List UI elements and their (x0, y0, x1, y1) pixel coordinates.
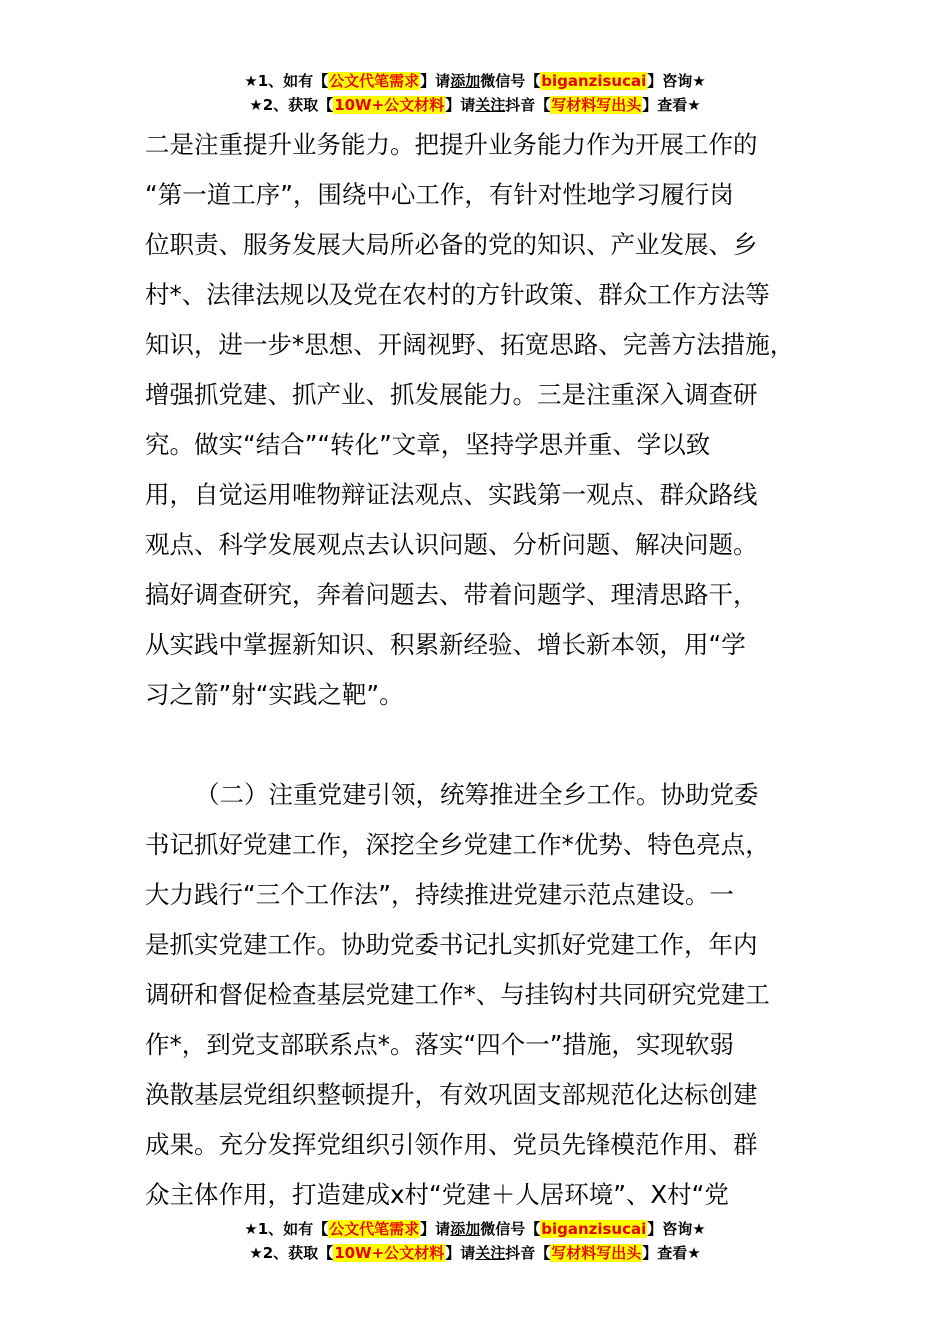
paragraph-line: 究。做实“结合”“转化”文章，坚持学思并重、学以致 (145, 430, 711, 459)
paragraph-line: 涣散基层党组织整顿提升，有效巩固支部规范化达标创建 (145, 1080, 758, 1109)
paragraph-line: 习之箭”射“实践之靶”。 (145, 680, 404, 709)
paragraph-1 (145, 120, 825, 720)
paragraph-2 (145, 770, 825, 1220)
banner-text: 】请 (420, 72, 451, 90)
paragraph-line: 用，自觉运用唯物辩证法观点、实践第一观点、群众路线 (145, 480, 758, 509)
footer-banner (0, 1217, 950, 1265)
paragraph-line: 成果。充分发挥党组织引领作用、党员先锋模范作用、群 (145, 1130, 758, 1159)
banner-text: 】请 (445, 96, 476, 114)
paragraph-gap (145, 720, 825, 770)
banner-text: 】请 (445, 1244, 476, 1262)
banner-highlight-materials: 10W+公文材料 (334, 96, 445, 114)
banner-text: 】咨询★ (647, 72, 706, 90)
banner-underline-follow: 关注 (475, 96, 506, 114)
footer-banner-line-1 (0, 1217, 950, 1241)
banner-text: 】查看★ (642, 1244, 701, 1262)
paragraph-line: 作*，到党支部联系点*。落实“四个一”措施，实现软弱 (145, 1030, 734, 1059)
header-banner-line-2 (0, 93, 950, 117)
banner-text: 】请 (420, 1220, 451, 1238)
paragraph-line: 增强抓党建、抓产业、抓发展能力。三是注重深入调查研 (145, 380, 758, 409)
paragraph-line: “第一道工序”，围绕中心工作，有针对性地学习履行岗 (145, 180, 734, 209)
banner-text: ★1、如有【 (244, 1220, 329, 1238)
paragraph-line: 书记抓好党建工作，深挖全乡党建工作*优势、特色亮点， (145, 830, 770, 859)
document-body (145, 120, 825, 1220)
banner-text: 抖音【 (505, 96, 551, 114)
banner-text: ★2、获取【 (249, 1244, 334, 1262)
paragraph-line: 众主体作用，打造建成x村“党建＋人居环境”、X村“党 (145, 1180, 729, 1209)
banner-underline-add: 添加 (450, 72, 481, 90)
paragraph-line: 大力践行“三个工作法”，持续推进党建示范点建设。一 (145, 880, 734, 909)
banner-text: 微信号【 (480, 72, 541, 90)
banner-text: 抖音【 (505, 1244, 551, 1262)
banner-highlight-materials: 10W+公文材料 (334, 1244, 445, 1262)
paragraph-line: 知识，进一步*思想、开阔视野、拓宽思路、完善方法措施， (145, 330, 795, 359)
footer-banner-line-2 (0, 1241, 950, 1265)
paragraph-line: 搞好调查研究，奔着问题去、带着问题学、理清思路干， (145, 580, 758, 609)
paragraph-line: 村*、法律法规以及党在农村的方针政策、群众工作方法等 (145, 280, 770, 309)
banner-highlight-writing-service: 公文代笔需求 (329, 72, 420, 90)
paragraph-line: 从实践中掌握新知识、积累新经验、增长新本领，用“学 (145, 630, 746, 659)
header-banner-line-1 (0, 69, 950, 93)
paragraph-line: 调研和督促检查基层党建工作*、与挂钩村共同研究党建工 (145, 980, 770, 1009)
banner-highlight-writing-service: 公文代笔需求 (329, 1220, 420, 1238)
banner-text: ★2、获取【 (249, 96, 334, 114)
banner-text: 微信号【 (480, 1220, 541, 1238)
paragraph-line: 是抓实党建工作。协助党委书记扎实抓好党建工作，年内 (145, 930, 758, 959)
paragraph-line: 二是注重提升业务能力。把提升业务能力作为开展工作的 (145, 130, 758, 159)
banner-underline-add: 添加 (450, 1220, 481, 1238)
banner-highlight-wechat-id: biganzisucai (541, 1220, 647, 1238)
paragraph-line: 观点、科学发展观点去认识问题、分析问题、解决问题。 (145, 530, 758, 559)
banner-highlight-douyin-account: 写材料写出头 (551, 96, 642, 114)
banner-underline-follow: 关注 (475, 1244, 506, 1262)
banner-text: ★1、如有【 (244, 72, 329, 90)
banner-highlight-douyin-account: 写材料写出头 (551, 1244, 642, 1262)
paragraph-line: 位职责、服务发展大局所必备的党的知识、产业发展、乡 (145, 230, 758, 259)
banner-text: 】咨询★ (647, 1220, 706, 1238)
header-banner (0, 69, 950, 117)
banner-highlight-wechat-id: biganzisucai (541, 72, 647, 90)
banner-text: 】查看★ (642, 96, 701, 114)
paragraph-line: （二）注重党建引领，统筹推进全乡工作。协助党委 (195, 780, 759, 809)
